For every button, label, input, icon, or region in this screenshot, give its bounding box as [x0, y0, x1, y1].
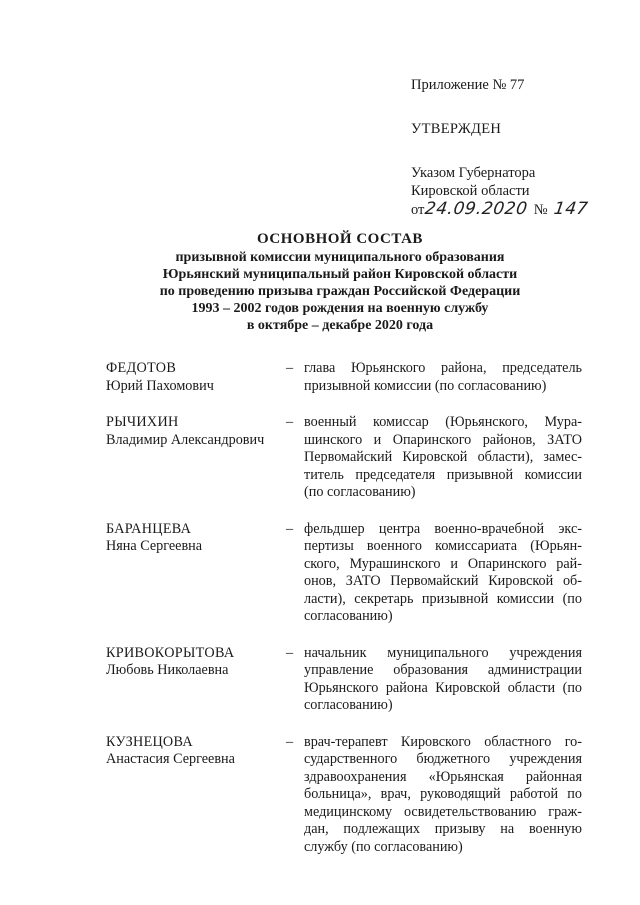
member-position-line: начальник муниципального учреждения	[304, 644, 582, 661]
title-line-1: призывной комиссии муниципального образования	[175, 250, 505, 265]
member-position	[304, 734, 582, 857]
member-dash: –	[286, 360, 294, 376]
member-dash: –	[286, 414, 294, 430]
member-dash: –	[286, 520, 294, 537]
member-position-line: согласованию)	[304, 697, 393, 713]
title-line-4: 1993 – 2002 годов рождения на военную службу	[191, 301, 489, 316]
member-entry	[106, 414, 582, 502]
member-position-line: (по согласованию)	[304, 484, 416, 500]
title-line-2: Юрьянский муниципальный район Кировской области	[162, 267, 518, 282]
member-position-line: глава Юрьянского района, председатель	[304, 360, 582, 376]
member-position-line: здравоохранения «Юрьянская районная	[304, 768, 582, 785]
member-name	[106, 414, 286, 502]
member-entry	[106, 360, 582, 395]
member-dash: –	[286, 733, 294, 750]
member-position-line: ского, Мурашинского и Опаринского рай-	[304, 555, 582, 572]
member-position	[304, 521, 582, 626]
member-position-line: шинского и Опаринского районов, ЗАТО	[304, 431, 582, 448]
member-position-line: врач-терапевт Кировского областного го-	[304, 733, 582, 750]
member-given-names: Анастасия Сергеевна	[106, 751, 235, 767]
member-given-names: Любовь Николаевна	[106, 662, 229, 678]
handwritten-number: 147	[552, 199, 589, 219]
approved-stamp-text: УТВЕРЖДЕН	[411, 121, 502, 137]
title-line-3: по проведению призыва граждан Российской Федерации	[159, 284, 521, 299]
member-position-line: онов, ЗАТО Первомайский Кировской об-	[304, 573, 582, 589]
member-entry	[106, 521, 582, 626]
member-position-line: дан, подлежащих призыву на военную	[304, 821, 582, 837]
member-position-line: пертизы военного комиссариата (Юрьян-	[304, 538, 582, 554]
member-name	[106, 734, 286, 857]
member-position-line: согласованию)	[304, 608, 393, 624]
member-given-names: Няна Сергеевна	[106, 538, 203, 554]
member-position	[304, 414, 582, 502]
member-entry	[106, 645, 582, 715]
member-name	[106, 645, 286, 715]
date-prefix: от	[411, 202, 425, 218]
member-position-line: больница», врач, руководящий работой по	[304, 786, 582, 802]
approval-block	[411, 76, 611, 219]
member-surname: ФЕДОТОВ	[106, 360, 177, 376]
member-position-line: управление образования администрации	[304, 662, 582, 678]
document-title: ОСНОВНОЙ СОСТАВ	[257, 231, 423, 247]
decree-line-2: Кировской области	[411, 183, 530, 199]
member-position-line: военный комиссар (Юрьянского, Мура-	[304, 414, 582, 430]
decree-reference	[411, 164, 611, 219]
number-sign: №	[533, 202, 548, 218]
member-position-line: службу (по согласованию)	[304, 838, 463, 855]
document-title-block	[80, 231, 600, 334]
handwritten-date: 24.09.2020	[424, 199, 530, 219]
member-given-names: Владимир Александрович	[106, 431, 265, 448]
member-position-line: призывной комиссии (по согласованию)	[304, 377, 547, 394]
commission-members-list	[106, 360, 582, 875]
member-surname: РЫЧИХИН	[106, 414, 179, 430]
member-position-line: Первомайский Кировской области), замес-	[304, 449, 582, 465]
member-position	[304, 360, 582, 395]
member-position	[304, 645, 582, 715]
member-surname: КРИВОКОРЫТОВА	[106, 644, 235, 661]
decree-date-number-line	[411, 200, 611, 219]
member-position-line: титель председателя призывной комиссии	[304, 466, 582, 483]
member-position-line: фельдшер центра военно-врачебной экс-	[304, 520, 582, 537]
member-surname: БАРАНЦЕВА	[106, 520, 192, 537]
member-surname: КУЗНЕЦОВА	[106, 733, 193, 750]
annex-label: Приложение № 77	[411, 77, 525, 93]
member-position-line: ласти), секретарь призывной комиссии (по	[304, 590, 582, 607]
member-given-names: Юрий Пахомович	[106, 377, 214, 394]
member-position-line: медицинскому освидетельствованию граж-	[304, 803, 582, 820]
decree-line-1: Указом Губернатора	[411, 165, 536, 181]
member-position-line: Юрьянского района Кировской области (по	[304, 679, 582, 696]
member-name	[106, 521, 286, 626]
member-dash: –	[286, 644, 294, 661]
member-name	[106, 360, 286, 395]
title-line-5: в октябре – декабре 2020 года	[246, 318, 434, 333]
member-position-line: сударственного бюджетного учреждения	[304, 751, 582, 767]
member-entry	[106, 734, 582, 857]
